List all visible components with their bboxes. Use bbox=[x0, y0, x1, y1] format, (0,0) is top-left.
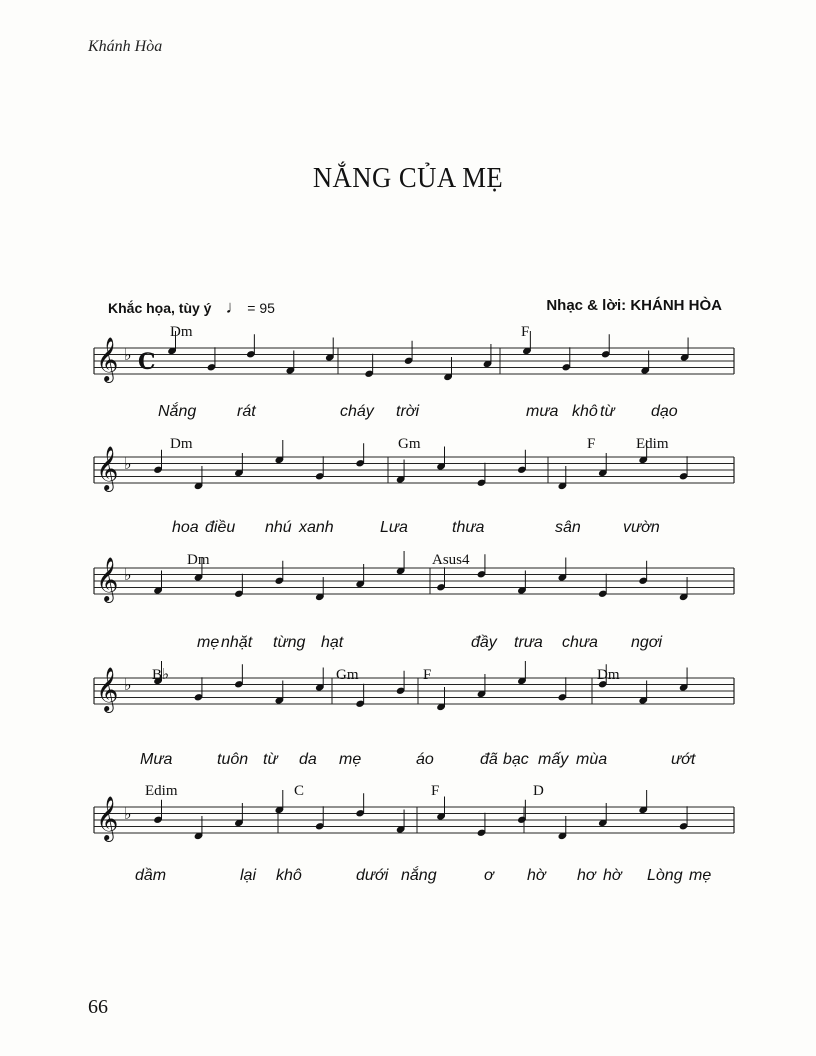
chord-symbol: B♭ bbox=[152, 667, 170, 683]
chord-symbol: F bbox=[587, 436, 596, 452]
quarter-note-icon: ♩ bbox=[225, 297, 244, 317]
song-title: NẮNG CỦA MẸ bbox=[312, 162, 504, 194]
lyric-syllable: bạc bbox=[503, 751, 529, 768]
lyric-syllable: xanh bbox=[299, 519, 334, 536]
lyric-syllable: tuôn bbox=[217, 751, 249, 768]
treble-clef-icon: 𝄞 bbox=[96, 337, 119, 381]
treble-clef-icon: 𝄞 bbox=[96, 796, 119, 840]
lyric-syllable: mùa bbox=[576, 751, 608, 768]
page-number: 66 bbox=[88, 996, 108, 1018]
composer-credit: Nhạc & lời: KHÁNH HÒA bbox=[546, 297, 722, 314]
lyric-syllable: hơ bbox=[577, 867, 596, 884]
lyric-syllable: dạo bbox=[651, 403, 678, 420]
chord-symbol: C bbox=[294, 783, 305, 799]
lyric-syllable: trời bbox=[396, 403, 419, 420]
lyric-syllable: lại bbox=[240, 867, 257, 884]
lyric-syllable: đầy bbox=[471, 634, 497, 651]
lyric-syllable: sân bbox=[555, 519, 581, 536]
chord-symbol: F bbox=[423, 667, 432, 683]
running-header: Khánh Hòa bbox=[88, 38, 163, 55]
chord-symbol: Edim bbox=[145, 783, 178, 799]
chord-symbol: Gm bbox=[398, 436, 421, 452]
lyric-syllable: hờ bbox=[603, 867, 622, 884]
lyric-syllable: đã bbox=[480, 751, 498, 768]
lyric-syllable: áo bbox=[416, 751, 434, 768]
lyric-syllable: trưa bbox=[514, 634, 543, 651]
chord-symbol: Asus4 bbox=[432, 552, 470, 568]
lyric-syllable: từng bbox=[273, 634, 306, 651]
flat-key-signature-icon: ♭ bbox=[124, 675, 132, 694]
lyric-syllable: ướt bbox=[671, 751, 696, 768]
treble-clef-icon: 𝄞 bbox=[96, 557, 119, 601]
lyric-syllable: nắng bbox=[401, 867, 437, 884]
lyric-syllable: từ bbox=[263, 751, 278, 768]
lyric-syllable: chưa bbox=[562, 634, 598, 651]
lyric-syllable: cháy bbox=[340, 403, 374, 420]
lyric-syllable: dầm bbox=[135, 867, 167, 884]
chord-symbol: Dm bbox=[170, 436, 193, 452]
lyric-syllable: Lòng bbox=[647, 867, 683, 884]
lyric-syllable: hạt bbox=[321, 634, 344, 651]
lyric-syllable: thưa bbox=[452, 519, 485, 536]
common-time-icon: C bbox=[138, 349, 156, 375]
lyric-syllable: mẹ bbox=[197, 634, 220, 651]
lyric-syllable: dưới bbox=[356, 867, 389, 884]
lyric-syllable: Mưa bbox=[140, 751, 173, 768]
chord-symbol: Dm bbox=[597, 667, 620, 683]
flat-key-signature-icon: ♭ bbox=[124, 804, 132, 823]
chord-symbol: F bbox=[431, 783, 440, 799]
chord-symbol: Dm bbox=[187, 552, 210, 568]
lyric-syllable: Nắng bbox=[158, 403, 197, 420]
lyric-syllable: da bbox=[299, 751, 317, 768]
treble-clef-icon: 𝄞 bbox=[96, 667, 119, 711]
chord-symbol: F bbox=[521, 324, 530, 340]
chord-symbol: Dm bbox=[170, 324, 193, 340]
flat-key-signature-icon: ♭ bbox=[124, 565, 132, 584]
lyric-syllable: ơ bbox=[484, 867, 494, 884]
lyric-syllable: hoa bbox=[172, 519, 199, 536]
lyric-syllable: rát bbox=[237, 403, 256, 420]
lyric-syllable: mẹ bbox=[339, 751, 362, 768]
lyric-syllable: hờ bbox=[527, 867, 546, 884]
chord-symbol: D bbox=[533, 783, 544, 799]
chord-symbol: Gm bbox=[336, 667, 359, 683]
flat-key-signature-icon: ♭ bbox=[124, 454, 132, 473]
lyric-syllable: mẹ bbox=[689, 867, 712, 884]
lyric-syllable: khô bbox=[572, 403, 598, 420]
lyric-syllable: mấy bbox=[538, 751, 569, 768]
flat-key-signature-icon: ♭ bbox=[124, 345, 132, 364]
lyric-syllable: nhặt bbox=[221, 634, 253, 651]
tempo-text: Khắc họa, tùy ý bbox=[108, 300, 212, 316]
lyric-syllable: vườn bbox=[623, 519, 660, 536]
lyric-syllable: Lưa bbox=[380, 519, 408, 536]
treble-clef-icon: 𝄞 bbox=[96, 446, 119, 490]
chord-symbol: Edim bbox=[636, 436, 669, 452]
tempo-bpm: = 95 bbox=[247, 300, 275, 316]
lyric-syllable: mưa bbox=[526, 403, 559, 420]
lyric-syllable: khô bbox=[276, 867, 302, 884]
lyric-syllable: điều bbox=[205, 519, 236, 536]
lyric-syllable: nhú bbox=[265, 519, 292, 536]
lyric-syllable: ngơi bbox=[631, 634, 663, 651]
lyric-syllable: từ bbox=[600, 403, 615, 420]
